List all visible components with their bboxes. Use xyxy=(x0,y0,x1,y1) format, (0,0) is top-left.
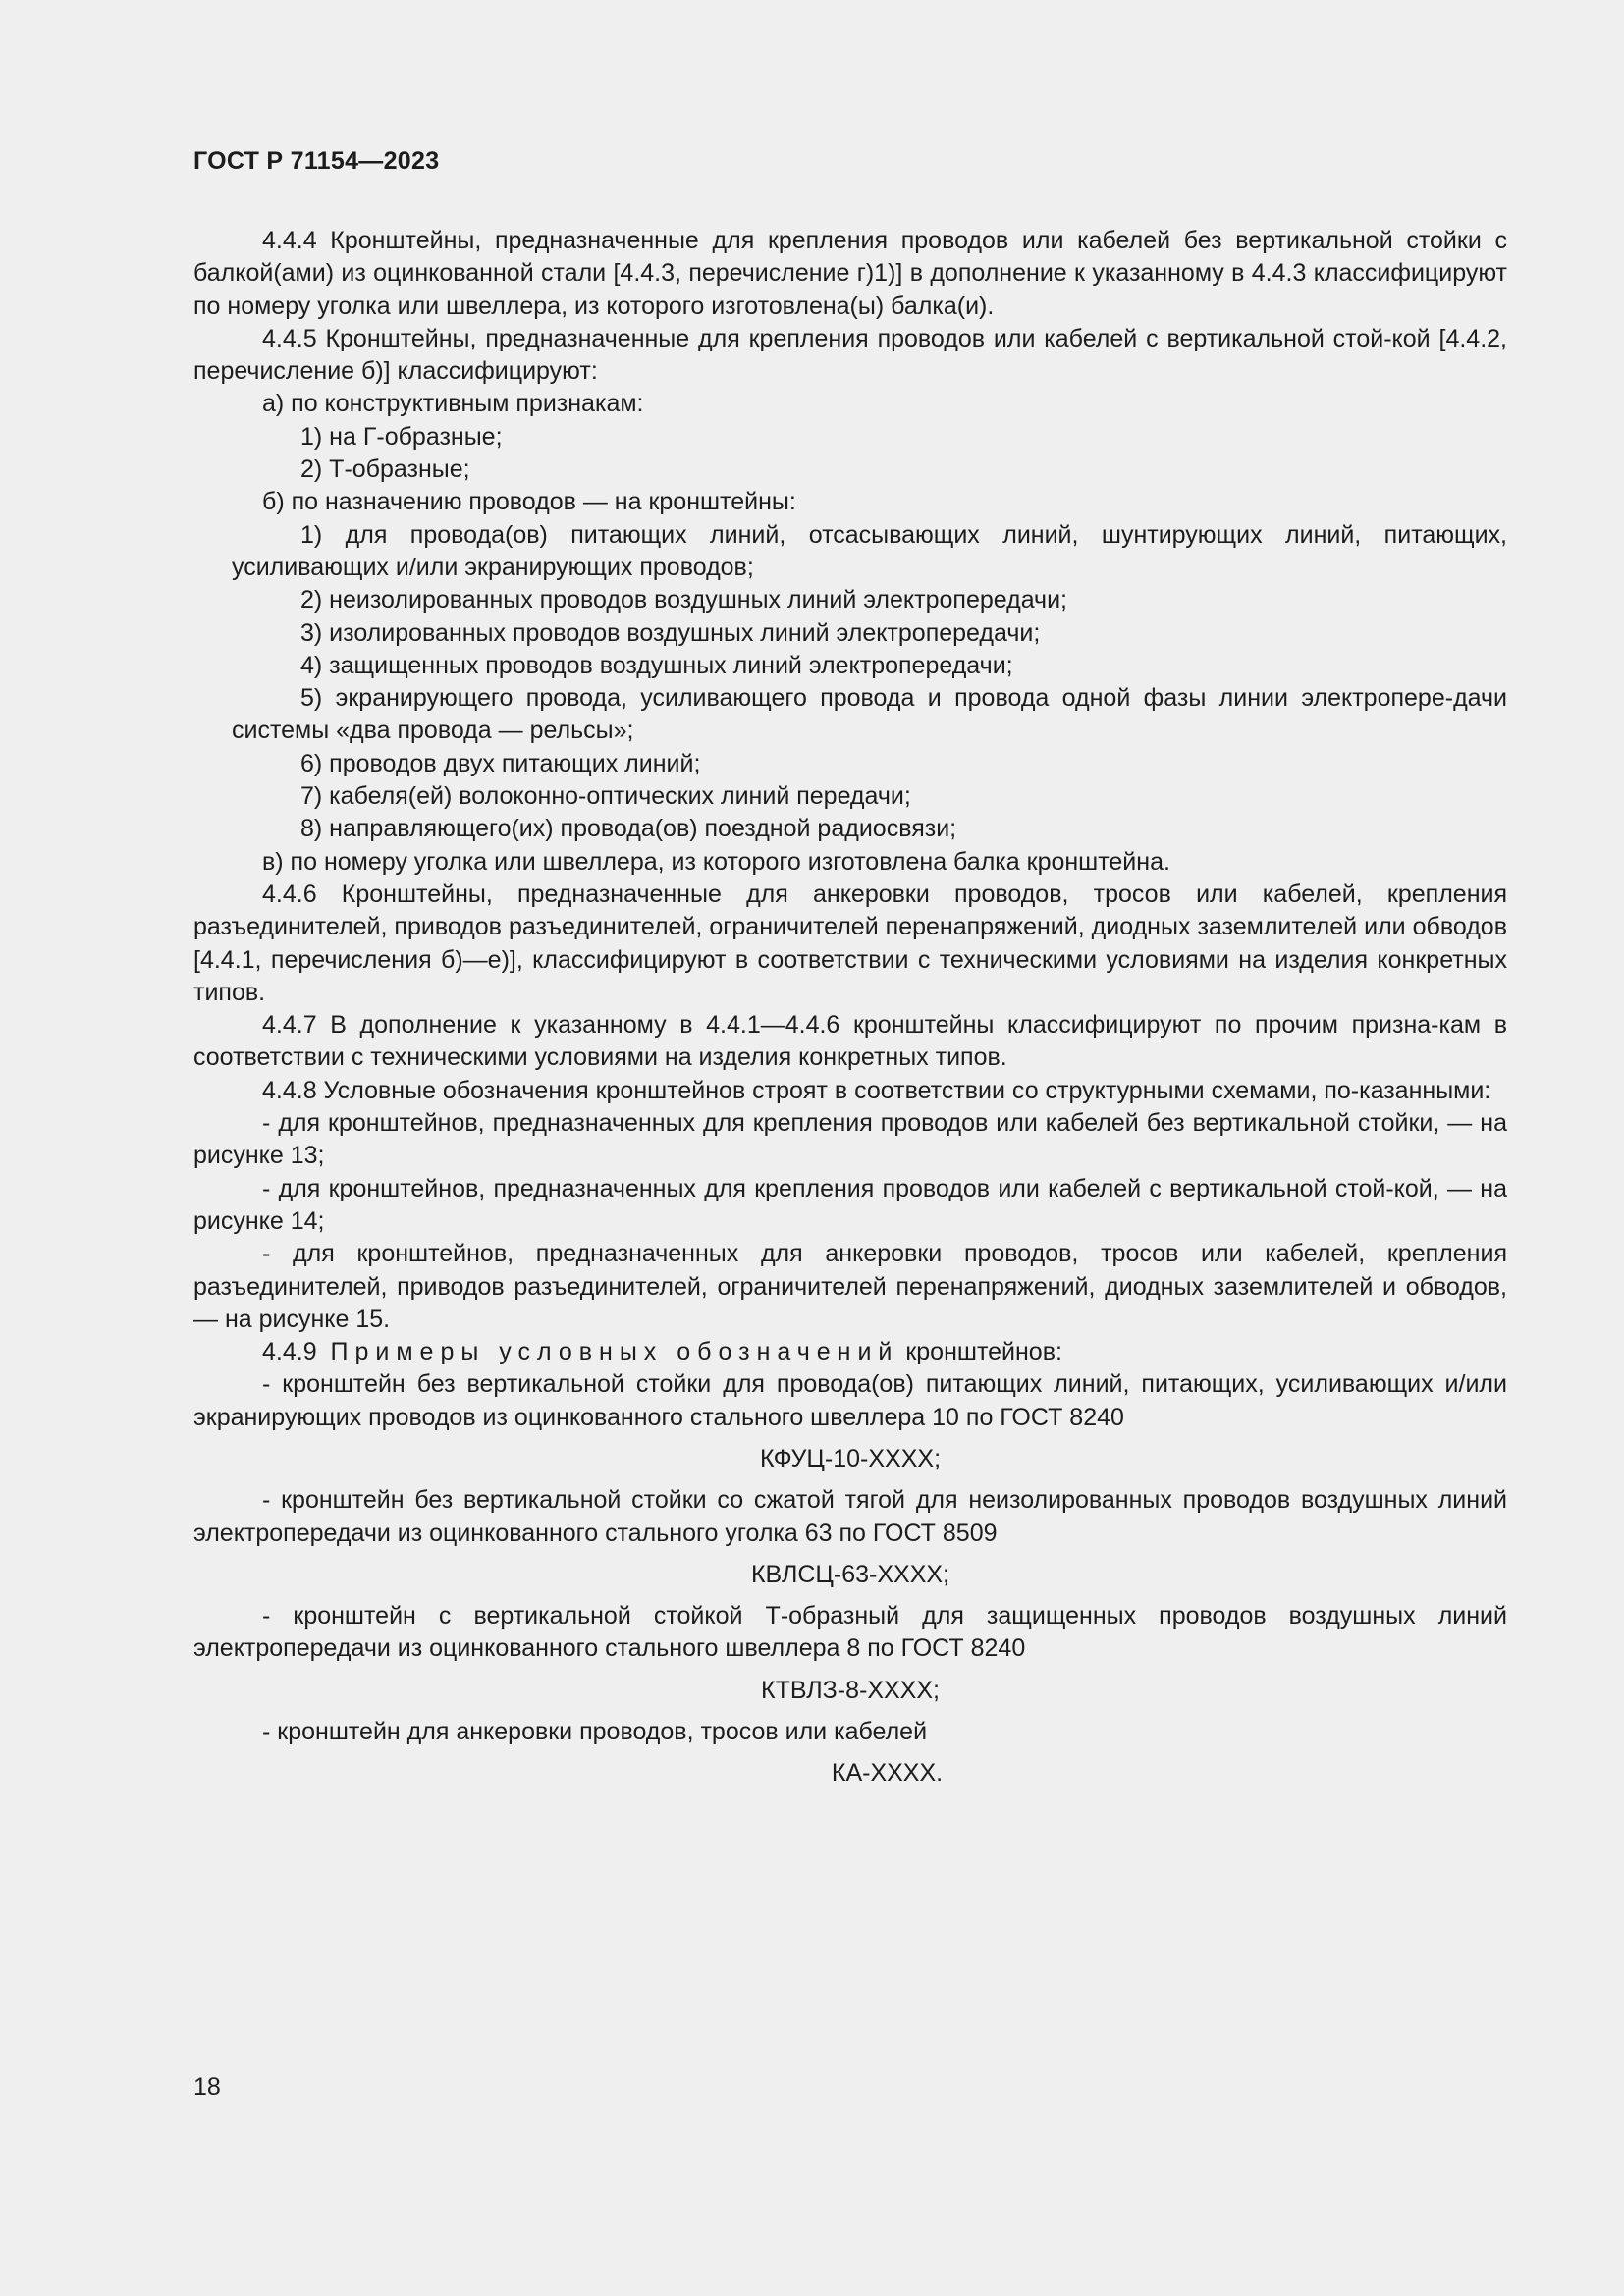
example-4-code: КА-XXXX. xyxy=(831,1759,944,1788)
example-3-description: - кронштейн с вертикальной стойкой Т-образный для защищенных проводов воздушных линий электропередачи из оцинкованного стального швеллера 8 по ГОСТ 8240 xyxy=(193,1602,1507,1663)
example-2-description: - кронштейн без вертикальной стойки со сжатой тягой для неизолированных проводов воздушных линий электропередачи из оцинкованного стального уголка 63 по ГОСТ 8509 xyxy=(193,1486,1507,1547)
list-item-b3: 3) изолированных проводов воздушных линий электропередачи; xyxy=(300,618,1041,647)
list-item-b7: 7) кабеля(ей) волоконно-оптических линий передачи; xyxy=(300,782,911,811)
page-number: 18 xyxy=(193,2073,221,2101)
dash-item-figure-15: - для кронштейнов, предназначенных для анкеровки проводов, тросов или кабелей, крепления разъединителей, приводов разъединителей, ограничителей перенапряжений, диодных заземлителей и обводов, — на рисунке 15. xyxy=(193,1240,1507,1333)
document-body xyxy=(193,225,1507,1799)
dash-item-figure-13: - для кронштейнов, предназначенных для крепления проводов или кабелей без вертикальной стойки, — на рисунке 13; xyxy=(193,1109,1507,1170)
paragraph-4-4-5: 4.4.5 Кронштейны, предназначенные для крепления проводов или кабелей с вертикальной стой-кой [4.4.2, перечисление б)] классифицируют: xyxy=(193,324,1507,386)
list-item-v: в) по номеру уголка или швеллера, из которого изготовлена балка кронштейна. xyxy=(262,847,1170,876)
example-1-code: КФУЦ-10-XXXX; xyxy=(759,1444,942,1472)
list-item-a1: 1) на Г-образные; xyxy=(300,422,503,451)
list-item-b2: 2) неизолированных проводов воздушных линий электропередачи; xyxy=(300,586,1067,614)
list-item-a2: 2) Т-образные; xyxy=(300,455,470,484)
paragraph-4-4-4: 4.4.4 Кронштейны, предназначенные для крепления проводов или кабелей без вертикальной стойки с балкой(ами) из оцинкованной стали [4.4.3, перечисление г)1)] в дополнение к указанному в 4.4.3 классифицируют по номеру уголка или швеллера, из которого изготовлена(ы) балка(и). xyxy=(193,227,1507,320)
list-item-b5: 5) экранирующего провода, усиливающего провода и провода одной фазы линии электропере-дачи системы «два провода — рельсы»; xyxy=(232,684,1507,745)
list-item-b4: 4) защищенных проводов воздушных линий электропередачи; xyxy=(300,651,1013,679)
list-item-b6: 6) проводов двух питающих линий; xyxy=(300,749,701,777)
example-1-description: - кронштейн без вертикальной стойки для провода(ов) питающих линий, питающих, усиливающих и/или экранирующих проводов из оцинкованного стального швеллера 10 по ГОСТ 8240 xyxy=(193,1370,1507,1431)
paragraph-4-4-7: 4.4.7 В дополнение к указанному в 4.4.1—4.4.6 кронштейны классифицируют по прочим призна-кам в соответствии с техническими условиями на изделия конкретных типов. xyxy=(193,1011,1507,1072)
example-3-code: КТВЛЗ-8-XXXX; xyxy=(761,1676,940,1704)
examples-heading-spaced: Примеры условных обозначений xyxy=(330,1338,899,1366)
paragraph-4-4-9 xyxy=(193,1336,1507,1368)
dash-item-figure-14: - для кронштейнов, предназначенных для крепления проводов или кабелей с вертикальной стой-кой, — на рисунке 14; xyxy=(193,1174,1507,1235)
document-header: ГОСТ Р 71154—2023 xyxy=(193,147,440,175)
example-2-code: КВЛСЦ-63-XXXX; xyxy=(750,1560,949,1588)
example-4-description: - кронштейн для анкеровки проводов, тросов или кабелей xyxy=(262,1718,928,1746)
paragraph-4-4-9-number: 4.4.9 xyxy=(262,1338,317,1366)
list-item-b: б) по назначению проводов — на кронштейны: xyxy=(262,488,796,516)
paragraph-4-4-8: 4.4.8 Условные обозначения кронштейнов строят в соответствии со структурными схемами, по-казанными: xyxy=(262,1076,1491,1104)
paragraph-4-4-9-rest: кронштейнов: xyxy=(905,1338,1062,1366)
paragraph-4-4-6: 4.4.6 Кронштейны, предназначенные для анкеровки проводов, тросов или кабелей, крепления разъединителей, приводов разъединителей, ограничителей перенапряжений, диодных заземлителей или обводов [4.4.1, перечисления б)—е)], классифицируют в соответствии с техническими условиями на изделия конкретных типов. xyxy=(193,880,1507,1006)
list-item-b8: 8) направляющего(их) провода(ов) поездной радиосвязи; xyxy=(300,815,957,843)
list-item-a: а) по конструктивным признакам: xyxy=(262,390,644,418)
list-item-b1: 1) для провода(ов) питающих линий, отсасывающих линий, шунтирующих линий, питающих, усиливающих и/или экранирующих проводов; xyxy=(232,520,1507,581)
